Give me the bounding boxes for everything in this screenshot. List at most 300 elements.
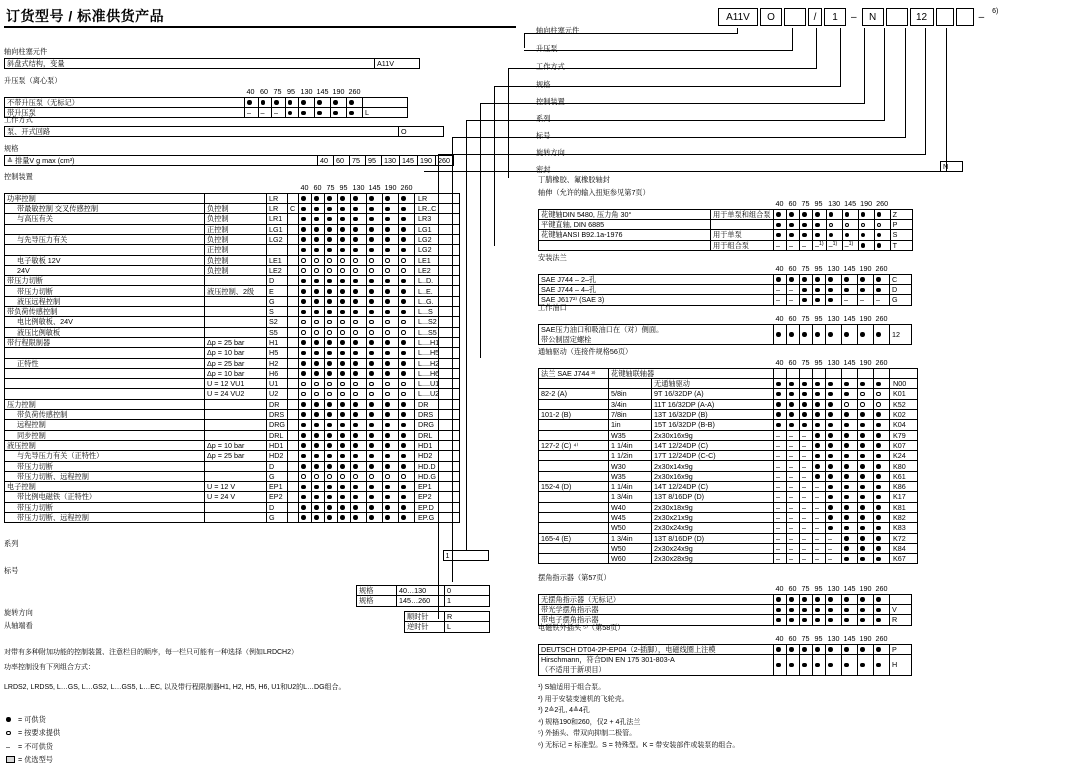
control-row-name [5,368,205,378]
index-r1-name: 规格 [357,596,397,606]
footnote-left-1: 功率控制没有下列组合方式： [4,663,95,671]
td-spline: 2x30x21x9g [652,512,774,522]
availability-cell [842,554,858,564]
shaft-r3-name [539,240,711,250]
availability-cell [399,430,415,440]
table-row [5,265,460,275]
availability-cell: – [813,523,826,533]
availability-cell [325,430,338,440]
availability-cell [367,265,383,275]
availability-cell [299,337,312,347]
td-code: K72 [890,533,918,543]
table-row: 带升压泵 – – – L [5,108,408,118]
flange-r2-code: G [890,295,912,305]
control-row-name: 带压力切断 [5,461,205,471]
td-group [539,379,609,389]
control-row-mid2 [288,410,299,420]
section-spec [4,144,454,166]
leader-drop-4 [494,86,495,246]
callout-spec: 规格 [536,80,551,89]
spec-table [4,155,454,166]
section-control [4,172,460,523]
availability-cell [874,389,890,399]
td-group: 127-2 (C) ⁴⁾ [539,440,609,450]
table-row [539,594,912,604]
shaft-table [538,199,913,251]
availability-cell [312,430,325,440]
td-code: K80 [890,461,918,471]
availability-cell [325,440,338,450]
title-rule [4,26,516,28]
availability-cell [383,307,399,317]
availability-cell [351,276,367,286]
leader-h-3 [508,68,817,69]
boost-row0-name: 不带升压泵（无标记） [5,97,245,107]
availability-cell [338,399,351,409]
availability-cell [312,492,325,502]
control-row-code: HD1 [415,440,460,450]
code-box-size[interactable] [784,8,806,26]
table-row [539,440,918,450]
control-row-name: 电子控制 [5,482,205,492]
table-row [5,368,460,378]
availability-cell [299,317,312,327]
availability-cell [787,399,800,409]
table-row [5,245,460,255]
availability-cell [383,440,399,450]
table-row [539,324,912,334]
spec-v0: 40 [318,156,334,166]
availability-cell [367,234,383,244]
availability-cell [299,348,312,358]
control-row-mid: DR [267,399,288,409]
availability-cell: – [800,482,813,492]
table-row [5,296,460,306]
availability-cell: – [813,492,826,502]
code-box-series[interactable]: 1 [824,8,846,26]
shaft-r1-code: P [890,220,912,230]
td-code: K24 [890,451,918,461]
control-row-sub: Δp = 25 bar [205,337,267,347]
availability-cell [299,265,312,275]
availability-cell [826,440,842,450]
availability-cell [787,409,800,419]
availability-cell [399,307,415,317]
availability-cell: – [774,543,787,553]
control-row-sub [205,430,267,440]
shaft-header-row: 40 60 75 95 130 145 190 260 [775,199,889,209]
angle-r2-name: 带电子摆角指示器 [539,615,774,625]
availability-cell [338,502,351,512]
availability-cell [299,358,312,368]
availability-cell [774,399,787,409]
availability-cell [874,399,890,409]
availability-cell [842,451,858,461]
availability-cell [299,492,312,502]
control-row-mid: U1 [267,379,288,389]
control-row-name: 带压力切断、远程控制 [5,513,205,523]
availability-cell [351,461,367,471]
control-row-sub [205,399,267,409]
td-code: K02 [890,409,918,419]
availability-cell [299,368,312,378]
control-row-mid: LR [267,193,288,203]
availability-cell [858,389,874,399]
td-group [539,512,609,522]
flange-table [538,264,912,306]
td-bore: 5/8in [609,389,652,399]
control-row-name: 与先导压力有关 [5,234,205,244]
table-row [5,482,460,492]
availability-cell [813,379,826,389]
table-row [539,420,918,430]
code-box-port[interactable]: 12 [910,8,934,26]
spec-v1: 60 [334,156,350,166]
availability-cell [325,358,338,368]
td-group: 165-4 (E) [539,533,609,543]
availability-cell [399,440,415,450]
code-dash-2: – [978,11,985,23]
section-throughdrive-label: 通轴驱动（连接件规格56页） [538,347,633,356]
code-box-seal[interactable]: N [862,8,884,26]
shaft-r3-name2: 用于组合泵 [711,240,774,250]
availability-cell: – [787,471,800,481]
callout-boost: 升压泵 [536,44,558,53]
availability-cell: – [800,430,813,440]
table-row [4,551,488,561]
availability-cell [338,358,351,368]
angle-r1-code: V [890,605,912,615]
control-row-mid: G [267,471,288,481]
availability-cell [874,554,890,564]
table-row [5,317,460,327]
availability-cell [399,296,415,306]
control-row-name: 功率控制 [5,193,205,203]
availability-cell [299,214,312,224]
section-mode [4,115,444,137]
availability-cell [338,276,351,286]
availability-cell [338,430,351,440]
shaft-r2-name2: 用于单泵 [711,230,774,240]
availability-cell: – [800,554,813,564]
shaft-r1-name2 [711,220,774,230]
availability-cell: – [787,492,800,502]
table-row [5,502,460,512]
control-row-mid2 [288,337,299,347]
availability-cell: – [787,482,800,492]
availability-cell [338,286,351,296]
availability-cell [312,276,325,286]
table-row [539,554,918,564]
td-code: K84 [890,543,918,553]
legend-item: = 优选型号 [6,753,60,766]
availability-cell [351,420,367,430]
availability-cell [787,379,800,389]
section-rotation-label: 旋转方向 [4,608,33,617]
availability-cell [367,492,383,502]
availability-cell [367,389,383,399]
angle-r1-name: 带光学摆角指示器 [539,605,774,615]
leader-h-5 [480,103,865,104]
table-row [5,234,460,244]
availability-cell [351,358,367,368]
td-spline: 15T 16/32DP (B-B) [652,420,774,430]
availability-cell [383,399,399,409]
rot-r0-name: 顺时针 [405,612,445,622]
availability-cell [826,409,842,419]
availability-cell [325,502,338,512]
control-row-code: L....H5 [415,348,460,358]
section-flange [538,253,912,306]
control-row-name: 带行程限制器 [5,337,205,347]
section-series-label: 系列 [4,539,19,548]
control-row-mid: LG2 [267,234,288,244]
availability-cell [338,307,351,317]
availability-cell [312,348,325,358]
availability-cell: – [800,440,813,450]
availability-cell: – [774,440,787,450]
leader-v-2 [792,28,793,50]
control-row-code: EP1 [415,482,460,492]
td-bore: W60 [609,554,652,564]
control-row-code: DRS [415,410,460,420]
table-row [539,471,918,481]
section-flange-label: 安装法兰 [538,253,567,262]
availability-cell [367,276,383,286]
td-bore: 1 3/4in [609,492,652,502]
table-row [539,644,912,654]
control-row-name: 带最敏控制 交叉传感控制 [5,204,205,214]
footnote-left-0: 对带有多种附加功能的控制装置、注意栏目的顺序，每一栏只可能有一种选择（例如LRDCH2） [4,649,299,656]
availability-cell [874,543,890,553]
availability-cell [338,245,351,255]
availability-cell [800,389,813,399]
rot-r0-code: R [445,612,490,622]
availability-cell [367,420,383,430]
td-group: 152-4 (D) [539,482,609,492]
availability-cell [312,307,325,317]
table-row [539,220,913,230]
section-index-label: 标号 [4,566,19,575]
code-box-mode[interactable]: O [760,8,782,26]
control-row-sub [205,502,267,512]
availability-cell [399,348,415,358]
availability-cell [338,482,351,492]
table-row [5,348,460,358]
section-index [4,566,490,607]
availability-cell [325,410,338,420]
control-row-name: 带压力切断、远程控制 [5,471,205,481]
table-row [5,97,408,107]
footnote-right-5: ⁶) 无标记 = 标准型。S = 特殊型。K = 带安装部件或装泵的组合。 [538,741,740,749]
availability-cell [813,399,826,409]
control-row-code: LE1 [415,255,460,265]
td-group [539,502,609,512]
availability-cell [338,471,351,481]
td-bore: W40 [609,502,652,512]
control-row-sub: U = 24 VU2 [205,389,267,399]
boost-row1-name: 带升压泵 [5,108,245,118]
availability-cell [367,327,383,337]
table-row [5,471,460,481]
availability-cell [351,379,367,389]
td-code: K81 [890,502,918,512]
td-spline: 13T 16/32DP (B) [652,409,774,419]
availability-cell [874,471,890,481]
control-row-mid: G [267,513,288,523]
control-row-sub [205,296,267,306]
availability-cell [399,389,415,399]
control-row-mid2 [288,389,299,399]
section-angle [538,573,912,626]
control-row-mid: S5 [267,327,288,337]
availability-cell [338,379,351,389]
td-bore: W35 [609,471,652,481]
code-box-connector[interactable] [956,8,974,26]
table-row [539,209,913,219]
availability-cell [874,512,890,522]
availability-cell [312,461,325,471]
availability-cell [826,512,842,522]
section-boost [4,76,408,118]
code-suffix-note: 6) [992,8,999,15]
control-row-mid2 [288,471,299,481]
availability-cell: – [813,482,826,492]
availability-cell [367,214,383,224]
availability-cell: – [826,554,842,564]
availability-cell [338,451,351,461]
availability-cell [826,430,842,440]
availability-cell [351,389,367,399]
availability-cell [858,440,874,450]
availability-cell: – [787,461,800,471]
control-row-mid2 [288,224,299,234]
availability-cell [399,420,415,430]
availability-cell [399,193,415,203]
availability-cell [383,471,399,481]
availability-cell [312,296,325,306]
availability-cell [399,451,415,461]
td-group [539,523,609,533]
control-row-sub: 液压控制、2级 [205,286,267,296]
legend-item: = 可供货 [6,713,60,726]
code-box-axial[interactable]: A11V [718,8,758,26]
availability-cell [383,214,399,224]
control-row-code: LG2 [415,234,460,244]
control-row-code: L....U1 [415,379,460,389]
availability-cell [325,492,338,502]
control-row-name: 液压远程控制 [5,296,205,306]
control-row-mid: LR [267,204,288,214]
td-group [539,554,609,564]
table-row [539,389,918,399]
control-row-name [5,348,205,358]
callout-seal: 密封 [536,165,551,174]
control-row-mid: LE2 [267,265,288,275]
availability-cell [325,234,338,244]
code-box-slash[interactable]: / [808,8,822,26]
ports-table [538,314,912,345]
td-code: K07 [890,440,918,450]
control-row-sub: U = 12 VU1 [205,379,267,389]
control-row-name: 带压力切断 [5,286,205,296]
control-row-mid: HD1 [267,440,288,450]
section-ports [538,303,912,345]
td-spline: 2x30x24x9g [652,543,774,553]
control-row-mid: U2 [267,389,288,399]
availability-cell [826,523,842,533]
availability-cell [858,451,874,461]
td-bore: W50 [609,543,652,553]
availability-cell [800,420,813,430]
availability-cell [299,389,312,399]
table-row [5,420,460,430]
leader-drop-1 [524,33,525,48]
leader-h-1 [524,33,738,34]
availability-cell [813,440,826,450]
td-spline: 2x30x16x9g [652,430,774,440]
availability-cell [874,492,890,502]
availability-cell [842,482,858,492]
availability-cell: – [800,461,813,471]
table-row [539,543,918,553]
td-code: K86 [890,482,918,492]
availability-cell [399,224,415,234]
availability-cell [399,327,415,337]
td-bore: 1 3/4in [609,533,652,543]
td-code: K67 [890,554,918,564]
control-row-mid2 [288,461,299,471]
availability-cell [383,296,399,306]
conn-r1-name2: （不适用于新项目） [539,665,774,675]
availability-cell [842,379,858,389]
availability-cell [299,420,312,430]
availability-cell: – [800,523,813,533]
control-row-mid: S2 [267,317,288,327]
leader-v-8 [925,28,926,154]
control-row-code: EP2 [415,492,460,502]
availability-cell [312,513,325,523]
table-row [941,162,963,172]
availability-cell: – [787,523,800,533]
availability-cell [858,420,874,430]
availability-cell [338,368,351,378]
td-code: K17 [890,492,918,502]
order-code-bar [716,8,1003,26]
td-group [539,461,609,471]
availability-cell [367,337,383,347]
availability-cell [813,389,826,399]
availability-cell [338,420,351,430]
control-row-mid2 [288,358,299,368]
availability-cell [826,420,842,430]
code-box-throughdrive[interactable] [936,8,954,26]
control-row-sub [205,513,267,523]
control-row-sub [205,193,267,203]
index-r1-code: 1 [445,596,490,606]
legend-item: – = 不可供货 [6,741,53,751]
table-row [5,156,454,166]
control-row-mid2 [288,379,299,389]
availability-cell [399,502,415,512]
code-box-shaft[interactable] [886,8,908,26]
control-row-mid: S [267,307,288,317]
table-row [539,409,918,419]
availability-cell [399,368,415,378]
rot-r1-name: 逆时针 [405,622,445,632]
availability-cell: – [774,451,787,461]
leader-drop-3 [508,68,509,178]
